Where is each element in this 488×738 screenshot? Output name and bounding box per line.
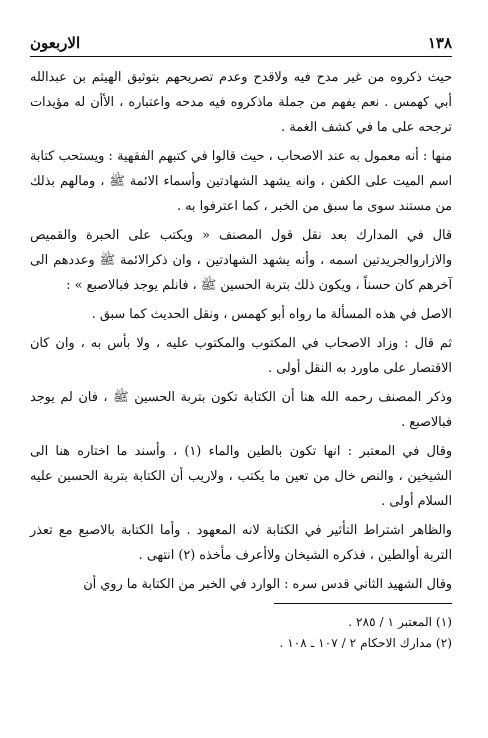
paragraph: وقال في المعتبر : انها تكون بالطين والماء (١) ، وأسند ما اختاره هنا الى الشيخين ، والنص خال من تعين ما يكتب ، ولاريب أن الكتابة بتربة الحسين عليه السلام أولى . — [30, 444, 452, 509]
paragraph: الاصل في هذه المسألة ما رواه أبو كهمس ، ونقل الحديث كما سبق . — [91, 307, 452, 322]
footnote: (٢) مدارك الاحكام ٢ / ١٠٧ ـ ١٠٨ . — [279, 636, 452, 650]
paragraph: قال في المدارك بعد نقل قول المصنف « ويكتب على الحبرة والقميص والازاروالجريدتين اسمه ، وأنه يشهد الشهادتين ، وان ذكرالائمة ﷺ وعددهم الى آخرهم كان حسناً ، ويكون ذلك بتربة الحسين ﷺ ، فانلم يوجد فبالاصبع » : — [30, 228, 452, 293]
paragraph: وقال الشهيد الثاني قدس سره : الوارد في الخبر من الكتابة ما روي أن — [83, 577, 452, 592]
header-rule — [30, 56, 452, 57]
footnote: (١) المعتبر ١ / ٢٨٥ . — [348, 615, 452, 629]
paragraph: ثم قال : وزاد الاصحاب في المكتوب والمكتوب عليه ، ولا بأس به ، وان كان الاقتصار على ماورد به النقل أولى . — [30, 336, 452, 376]
paragraph: والظاهر اشتراط التأثير في الكتابة لانه المعهود . وأما الكتابة بالاصبع مع تعذر التربة أوالطين ، فذكره الشيخان ولاأعرف مأخذه (٢) انتهى . — [30, 523, 452, 563]
footnote-rule — [274, 603, 452, 604]
footnotes — [30, 612, 452, 654]
paragraph: منها : أنه معمول به عند الاصحاب ، حيث قالوا في كتبهم الفقهية : ويستحب كتابة اسم الميت على الكفن ، وانه يشهد الشهادتين وأسماء الائمة ﷺ ، ومالهم بذلك من مستند سوى ما سبق من الخبر ، كما اعترفوا به . — [30, 149, 452, 214]
running-title: الاربعون — [30, 34, 81, 52]
paragraph: وذكر المصنف رحمه الله هنا أن الكتابة تكون بتربة الحسين ﷺ ، فان لم يوجد فبالاصبع . — [30, 390, 452, 430]
paragraph: حيث ذكروه من غير مدح فيه ولاقدح وعدم تصريحهم بتوثيق الهيثم بن عبدالله أبي كهمس . نعم يفهم من جملة ماذكروه فيه مدحه واعتباره ، الأأن له مؤيدات ترجحه على ما في كشف الغمة . — [30, 70, 452, 135]
running-header — [30, 30, 452, 52]
body-text — [30, 65, 452, 597]
page-number: ١٣٨ — [427, 34, 452, 52]
